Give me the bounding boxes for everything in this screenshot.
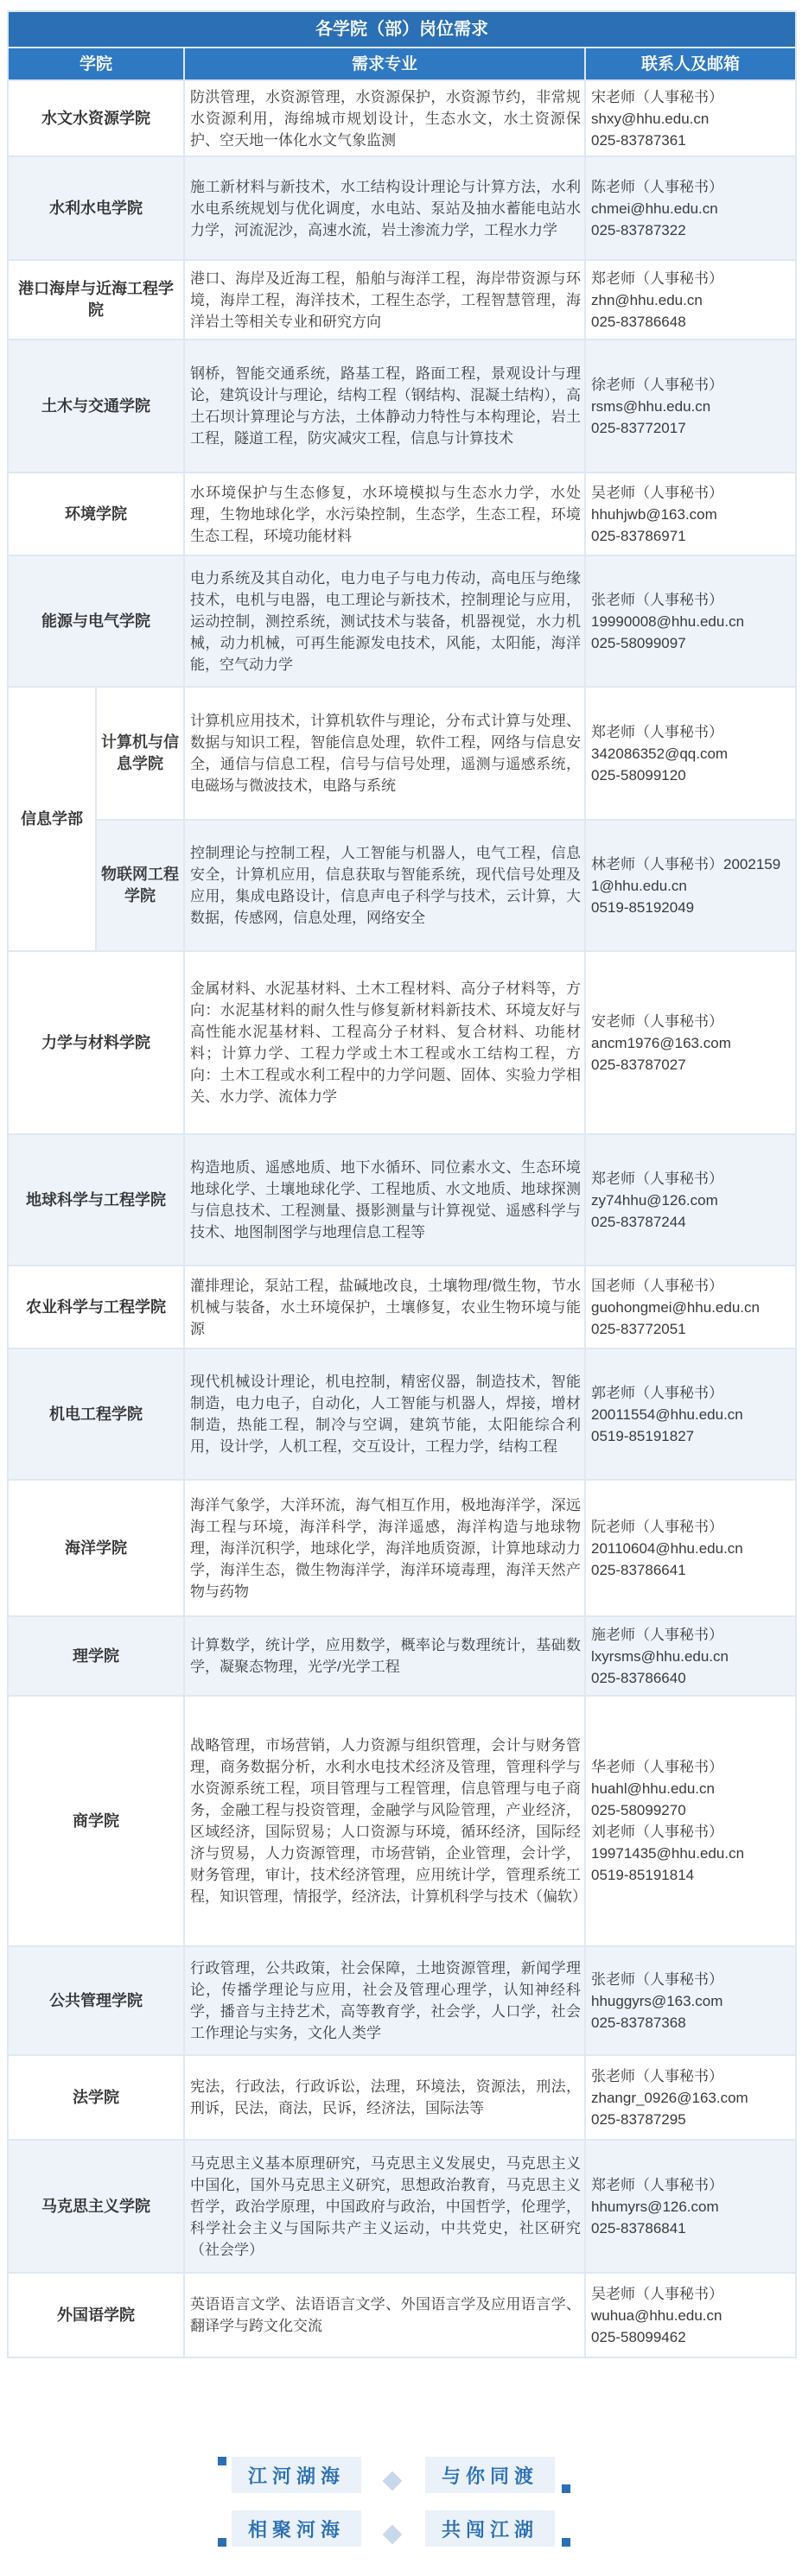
majors-cell: 海洋气象学，大洋环流，海气相互作用，极地海洋学，深远海工程与环境，海洋科学，海洋遥感，海洋构造与地球物理，海洋沉积学，地球化学，海洋地质资源，计算地球动力学，海洋生态，微生物海洋学，海洋环境毒理，海洋天然产物与药物 [184,1480,585,1616]
majors-cell: 港口、海岸及近海工程，船舶与海洋工程，海岸带资源与环境，海岸工程，海洋技术，工程生态学，工程智慧管理，海洋岩土等相关专业和研究方向 [184,260,585,339]
contact-email[interactable]: zy74hhu@126.com [591,1191,718,1209]
contact-person: 华老师（人事秘书） [591,1759,723,1775]
contact-phone: 025-83787244 [591,1213,686,1230]
contact-phone: 025-83787361 [591,131,686,149]
contact-cell [585,555,796,687]
contact-cell [585,2273,796,2357]
header-majors: 需求专业 [184,48,585,80]
table-row [8,555,796,687]
majors-cell: 电力系统及其自动化，电力电子与电力传动，高电压与绝缘技术，电机与电器，电工理论与新技术，控制理论与应用，运动控制，测控系统，测试技术与装备，机器视觉，水力机械，动力机械，可再生能源发电技术，风能，太阳能，海洋能，空气动力学 [184,555,585,687]
table-title: 各学院（部）岗位需求 [8,11,796,48]
majors-cell: 钢桥，智能交通系统，路基工程，路面工程，景观设计与理论，建筑设计与理论，结构工程（钢结构、混凝土结构），高土石坝计算理论与方法，土体静动力特性与本构理论，岩土工程，隧道工程，防灾减灾工程，信息与计算技术 [184,339,585,473]
sub-college-name: 物联网工程学院 [96,820,184,951]
contact-cell [585,1480,796,1616]
majors-cell: 行政管理，公共政策，社会保障，土地资源管理，新闻学理论，传播学理论与应用，社会及管理心理学，认知神经科学，播音与主持艺术，高等教育学，社会学，人口学，社会工作理论与实务，文化人类学 [184,1946,585,2055]
majors-cell: 施工新材料与新技术，水工结构设计理论与计算方法，水利水电系统规划与优化调度，水电站、泵站及抽水蓄能电站水力学，河流泥沙，高速水流，岩土渗流力学，工程水力学 [184,156,585,260]
contact-email[interactable]: lxyrsms@hhu.edu.cn [591,1647,729,1665]
table-row [8,820,796,951]
contact-person: 陈老师（人事秘书） [591,178,723,195]
header-contact: 联系人及邮箱 [585,48,796,80]
corner-accent [562,2538,570,2547]
contact-person: 郑老师（人事秘书） [591,2176,723,2193]
table-row [8,687,796,820]
majors-cell: 计算机应用技术，计算机软件与理论，分布式计算与处理、数据与知识工程，智能信息处理，软件工程，网络与信息安全，通信与信息工程，信号与信号处理，遥测与遥感系统，电磁场与微波技术，电路与系统 [184,687,585,820]
contact-cell [585,1616,796,1696]
contact-person: 张老师（人事秘书） [591,591,723,608]
contact-email[interactable]: 19971435@hhu.edu.cn [591,1845,745,1862]
contact-phone: 025-83772017 [591,419,686,436]
contact-phone: 025-83786648 [591,313,686,330]
contact-person: 安老师（人事秘书） [591,1012,723,1030]
contact-cell [585,473,796,555]
contact-person: 郭老师（人事秘书） [591,1384,723,1401]
majors-cell: 水环境保护与生态修复，水环境模拟与生态水力学，水处理，生物地球化学，水污染控制，生态学，生态工程，环境生态工程，环境功能材料 [184,473,585,555]
table-row [8,2055,796,2140]
college-name: 理学院 [8,1616,184,1696]
college-name: 海洋学院 [8,1480,184,1616]
college-name: 信息学部 [8,687,96,951]
table-row [8,1480,796,1616]
majors-cell: 构造地质、遥感地质、地下水循环、同位素水文、生态环境地球化学、土壤地球化学、工程地质、水文地质、地球探测与信息技术、工程测量、摄影测量与计算视觉、遥感科学与技术、地图制图学与地理信息工程等 [184,1134,585,1266]
contact-person: 郑老师（人事秘书） [591,270,723,287]
college-name: 法学院 [8,2055,184,2140]
contact-email[interactable]: 20011554@hhu.edu.cn [591,1405,743,1423]
table-row [8,80,796,156]
contact-phone: 025-58099097 [591,634,686,651]
contact-person: 宋老师（人事秘书） [591,88,723,105]
table-row [8,473,796,555]
contact-email[interactable]: zhn@hhu.edu.cn [591,291,703,308]
table-row [8,2273,796,2357]
corner-accent [562,2484,570,2493]
majors-cell: 英语语言文学、法语语言文学、外国语言学及应用语言学、翻译学与跨文化交流 [184,2273,585,2357]
contact-email[interactable]: huahl@hhu.edu.cn [591,1780,715,1797]
majors-cell: 战略管理，市场营销，人力资源与组织管理，会计与财务管理，商务数据分析，水利水电技术经济及管理，管理科学与水资源系统工程，项目管理与工程管理，信息管理与电子商务，金融工程与投资管理，金融学与风险管理，产业经济，区域经济，国际贸易；人口资源与环境，循环经济，国际经济与贸易，人力资源管理，市场营销，企业管理，会计学，财务管理，审计，技术经济管理，应用统计学，管理系统工程，知识管理，情报学，经济法，计算机科学与技术（偏软） [184,1696,585,1946]
contact-phone: 0519-85191814 [591,1867,695,1883]
contact-phone: 0519-85191827 [591,1427,695,1444]
college-name: 农业科学与工程学院 [8,1266,184,1348]
majors-cell: 马克思主义基本原理研究，马克思主义发展史，马克思主义中国化，国外马克思主义研究，思想政治教育，马克思主义哲学，政治学原理，中国政府与政治，中国哲学，伦理学，科学社会主义与国际共产主义运动，中共党史，社区研究（社会学） [184,2140,585,2273]
college-name: 能源与电气学院 [8,555,184,687]
college-name: 地球科学与工程学院 [8,1134,184,1266]
table-row [8,156,796,260]
contact-cell [585,80,796,156]
college-name: 土木与交通学院 [8,339,184,473]
contact-person: 郑老师（人事秘书） [591,723,723,740]
contact-cell [585,156,796,260]
contact-cell [585,2140,796,2273]
college-name: 港口海岸与近海工程学院 [8,260,184,339]
contact-phone: 025-83787322 [591,221,686,238]
contact-email[interactable]: 19990008@hhu.edu.cn [591,612,745,630]
diamond-divider [383,2471,403,2491]
contact-email[interactable]: zhangr_0926@163.com [591,2089,748,2106]
slogan-text: 相聚河海 [232,2510,361,2547]
contact-person: 张老师（人事秘书） [591,1970,723,1988]
contact-phone: 025-83787368 [591,2014,686,2031]
majors-cell: 宪法，行政法，行政诉讼，法理，环境法，资源法，刑法，刑诉，民法，商法，民诉，经济法，国际法等 [184,2055,585,2140]
contact-cell [585,2055,796,2140]
contact-phone: 025-83786640 [591,1669,686,1686]
contact-cell [585,339,796,473]
college-name: 机电工程学院 [8,1348,184,1480]
contact-email[interactable]: rsms@hhu.edu.cn [591,397,711,415]
table-body [8,80,796,2357]
corner-accent [218,2457,226,2465]
contact-person: 施老师（人事秘书） [591,1626,723,1643]
diamond-divider [383,2525,403,2545]
table-row [8,339,796,473]
contact-phone: 025-83772051 [591,1320,686,1337]
college-name: 商学院 [8,1696,184,1946]
contact-phone: 025-58099120 [591,766,686,784]
contact-cell [585,687,796,820]
table-row [8,1616,796,1696]
table-row [8,951,796,1134]
majors-cell: 计算数学，统计学，应用数学，概率论与数理统计，基础数学，凝聚态物理，光学/光学工程 [184,1616,585,1696]
contact-cell [585,1696,796,1946]
majors-cell: 控制理论与控制工程，人工智能与机器人，电气工程，信息安全，计算机应用，信息获取与智能系统，现代信号处理及应用，集成电路设计，信息声电子科学与技术，云计算，大数据，传感网，信息处理，网络安全 [184,820,585,951]
contact-phone: 0519-85192049 [591,898,695,916]
contact-person: 吴老师（人事秘书） [591,2285,723,2302]
contact-email[interactable]: ancm1976@163.com [591,1034,731,1051]
table-row [8,1134,796,1266]
college-name: 环境学院 [8,473,184,555]
contact-phone: 025-58099270 [591,1802,686,1818]
contact-cell [585,1134,796,1266]
contact-email[interactable]: guohongmei@hhu.edu.cn [591,1298,760,1316]
college-name: 外国语学院 [8,2273,184,2357]
sub-college-name: 计算机与信息学院 [96,687,184,820]
contact-email[interactable]: hhuhjwb@163.com [591,505,717,523]
majors-cell: 灌排理论，泵站工程，盐碱地改良，土壤物理/微生物，节水机械与装备，水土环境保护，土壤修复，农业生物环境与能源 [184,1266,585,1348]
table-row [8,1348,796,1480]
college-name: 水文水资源学院 [8,80,184,156]
contact-cell [585,1946,796,2055]
contact-email[interactable]: hhuggyrs@163.com [591,1992,723,2009]
contact-cell [585,1266,796,1348]
majors-cell: 防洪管理，水资源管理，水资源保护，水资源节约，非常规水资源利用，海绵城市规划设计，生态水文，水土资源保护、空天地一体化水文气象监测 [184,80,585,156]
table-row [8,1946,796,2055]
slogan-text: 与你同渡 [425,2457,555,2493]
contact-cell [585,260,796,339]
contact-cell [585,1348,796,1480]
contact-phone: 025-83787295 [591,2110,686,2128]
contact-phone: 025-58099462 [591,2328,686,2345]
contact-phone: 025-83786641 [591,1561,686,1578]
header-college: 学院 [8,48,184,80]
table-row [8,1696,796,1946]
contact-email[interactable]: wuhua@hhu.edu.cn [591,2306,722,2324]
college-name: 力学与材料学院 [8,951,184,1134]
contact-person: 吴老师（人事秘书） [591,484,723,501]
contact-person: 国老师（人事秘书） [591,1277,723,1294]
contact-email[interactable]: chmei@hhu.edu.cn [591,200,718,217]
contact-email[interactable]: 林老师（人事秘书）2002159 1@hhu.edu.cn [591,855,781,894]
slogan-text: 共闯江湖 [425,2510,555,2547]
footer-slogan [0,2436,802,2576]
college-name: 马克思主义学院 [8,2140,184,2273]
corner-accent [218,2538,226,2547]
table-row [8,1266,796,1348]
contact-email[interactable]: shxy@hhu.edu.cn [591,110,710,127]
contact-phone: 025-83786971 [591,527,686,544]
contact-person: 徐老师（人事秘书） [591,376,723,393]
college-name: 公共管理学院 [8,1946,184,2055]
college-name: 水利水电学院 [8,156,184,260]
contact-cell [585,951,796,1134]
contact-person: 郑老师（人事秘书） [591,1170,723,1187]
jobs-table [7,10,797,2358]
contact-email[interactable]: 20110604@hhu.edu.cn [591,1539,743,1557]
contact-email[interactable]: hhumyrs@126.com [591,2198,719,2215]
majors-cell: 金属材料、水泥基材料、土木工程材料、高分子材料等，方向：水泥基材料的耐久性与修复新材料新技术、环境友好与高性能水泥基材料、工程高分子材料、复合材料、功能材料；计算力学、工程力学或土木工程或水工结构工程，方向：土木工程或水利工程中的力学问题、固体、实验力学相关、水力学、流体力学 [184,951,585,1134]
contact-person: 刘老师（人事秘书） [591,1824,723,1840]
contact-person: 张老师（人事秘书） [591,2067,723,2084]
contact-phone: 025-83787027 [591,1056,686,1073]
majors-cell: 现代机械设计理论，机电控制，精密仪器，制造技术，智能制造，电力电子，自动化，人工智能与机器人，焊接，增材制造，热能工程，制冷与空调，建筑节能，太阳能综合利用，设计学，人机工程，交互设计，工程力学，结构工程 [184,1348,585,1480]
contact-cell [585,820,796,951]
contact-email[interactable]: 342086352@qq.com [591,745,729,762]
contact-phone: 025-83786841 [591,2219,686,2237]
table-row [8,2140,796,2273]
table-row [8,260,796,339]
contact-person: 阮老师（人事秘书） [591,1518,723,1535]
slogan-text: 江河湖海 [232,2457,361,2493]
